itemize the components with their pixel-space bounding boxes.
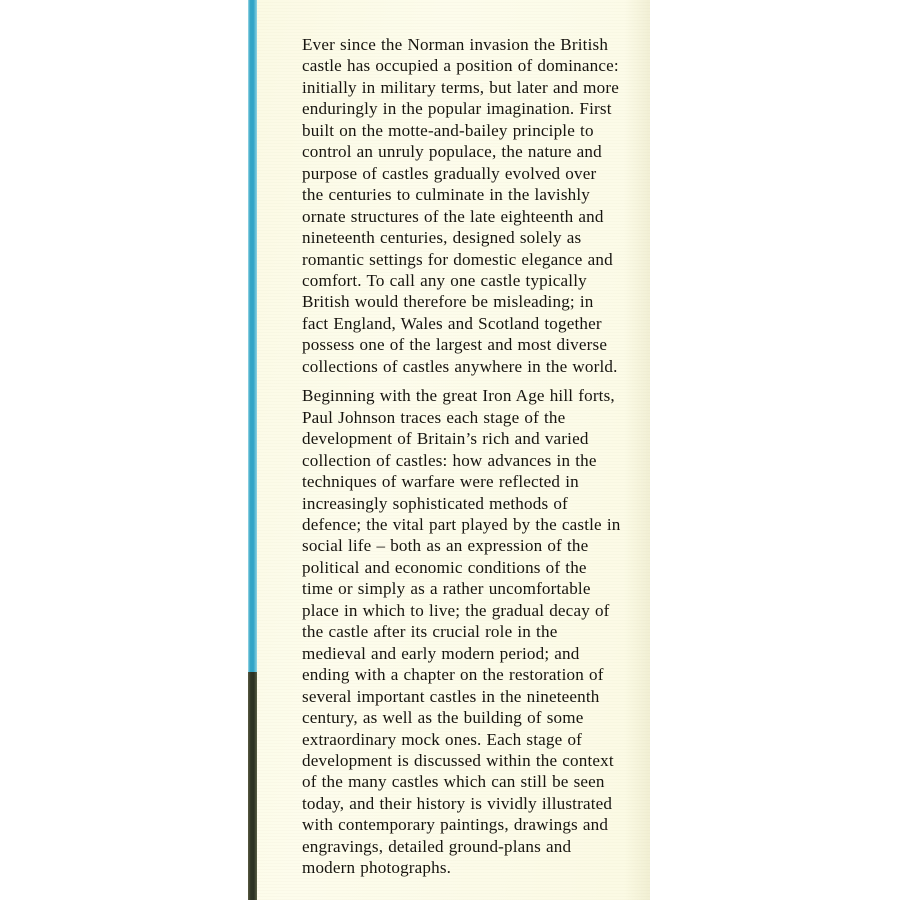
paper-edge-shading [624,0,650,900]
blurb-paragraph-1: Ever since the Norman invasion the British castle has occupied a position of dominance: initially in military terms, but later and more enduringly in the popular imagination. First built on the motte-and-bailey principle to control an unruly populace, the nature and purpose of castles gradually evolved over the centuries to culminate in the lavishly ornate structures of the late eighteenth and nineteenth centuries, designed solely as romantic settings for domestic elegance and comfort. To call any one castle typically British would therefore be misleading; in fact England, Wales and Scotland together possess one of the largest and most diverse collections of castles anywhere in the world. [302,35,619,376]
blurb-paragraph-2: Beginning with the great Iron Age hill forts, Paul Johnson traces each stage of the development of Britain’s rich and varied collection of castles: how advances in the techniques of warfare were reflected in increasingly sophisticated methods of defence; the vital part played by the castle in social life – both as an expression of the political and economic conditions of the time or simply as a rather uncomfortable place in which to live; the gradual decay of the castle after its crucial role in the medieval and early modern period; and ending with a chapter on the restoration of several important castles in the nineteenth century, as well as the building of some extraordinary mock ones. Each stage of development is discussed within the context of the many castles which can still be seen today, and their history is vividly illustrated with contemporary paintings, drawings and engravings, detailed ground-plans and modern photographs. [302,386,621,878]
spine-band-lower-olive [248,672,257,900]
jacket-flap-paper [257,0,650,900]
spine-colour-band [248,0,257,900]
flap-blurb-text [302,34,622,879]
spine-band-upper-cyan [248,0,257,672]
